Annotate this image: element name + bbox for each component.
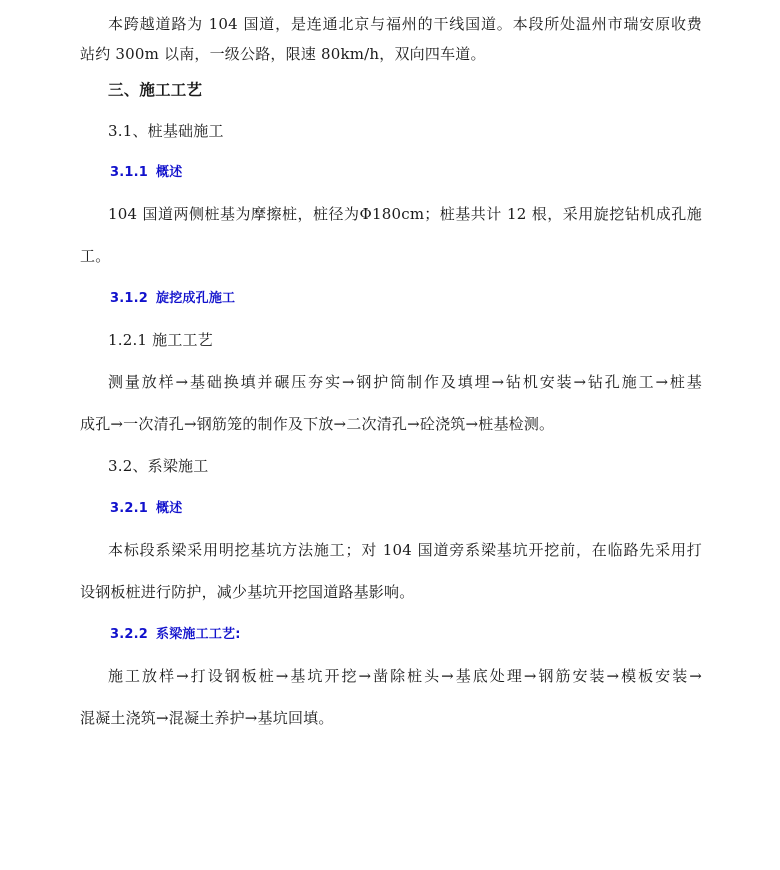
s1221-line-2: 成孔→一次清孔→钢筋笼的制作及下放→二次清孔→砼浇筑→桩基检测。 — [80, 415, 555, 433]
heading-title: 概述 — [156, 165, 183, 180]
heading-title: 系梁施工工艺: — [156, 627, 241, 642]
s311-line-1: 104 国道两侧桩基为摩擦桩，桩径为Φ180cm；桩基共计 12 根，采用旋挖钻机成孔施 — [108, 205, 702, 223]
section-3-1-1-heading — [110, 163, 732, 183]
s311-line-2: 工。 — [80, 247, 111, 265]
heading-number: 3.2.1 — [110, 501, 149, 516]
s321-line-2: 设钢板桩进行防护，减少基坑开挖国道路基影响。 — [80, 583, 415, 601]
section-3-2-2-heading — [110, 625, 732, 645]
intro-line-2: 站约 300m 以南，一级公路，限速 80km/h，双向四车道。 — [80, 45, 486, 63]
heading-number: 3.1.1 — [110, 165, 149, 180]
section-3-2-1-heading — [110, 499, 732, 519]
section-3-1-2-heading — [110, 289, 732, 309]
intro-line-1: 本跨越道路为 104 国道，是连通北京与福州的干线国道。本段所处温州市瑞安原收费 — [108, 15, 702, 33]
section-3-1-heading: 3.1、桩基础施工 — [108, 122, 224, 140]
section-3-2-heading: 3.2、系梁施工 — [108, 457, 209, 475]
section-3-heading: 三、施工工艺 — [108, 80, 203, 99]
heading-number: 3.1.2 — [110, 291, 149, 306]
heading-title: 概述 — [156, 501, 183, 516]
s322-line-2: 混凝土浇筑→混凝土养护→基坑回填。 — [80, 709, 334, 727]
heading-number: 3.2.2 — [110, 627, 149, 642]
s321-line-1: 本标段系梁采用明挖基坑方法施工；对 104 国道旁系梁基坑开挖前，在临路先采用打 — [108, 541, 702, 559]
s1221-line-1: 测量放样→基础换填并碾压夯实→钢护筒制作及填埋→钻机安装→钻孔施工→桩基 — [108, 373, 702, 391]
heading-title: 旋挖成孔施工 — [156, 291, 236, 306]
s322-line-1: 施工放样→打设钢板桩→基坑开挖→凿除桩头→基底处理→钢筋安装→模板安装→ — [108, 667, 702, 685]
section-1-2-1-heading: 1.2.1 施工工艺 — [108, 331, 213, 349]
